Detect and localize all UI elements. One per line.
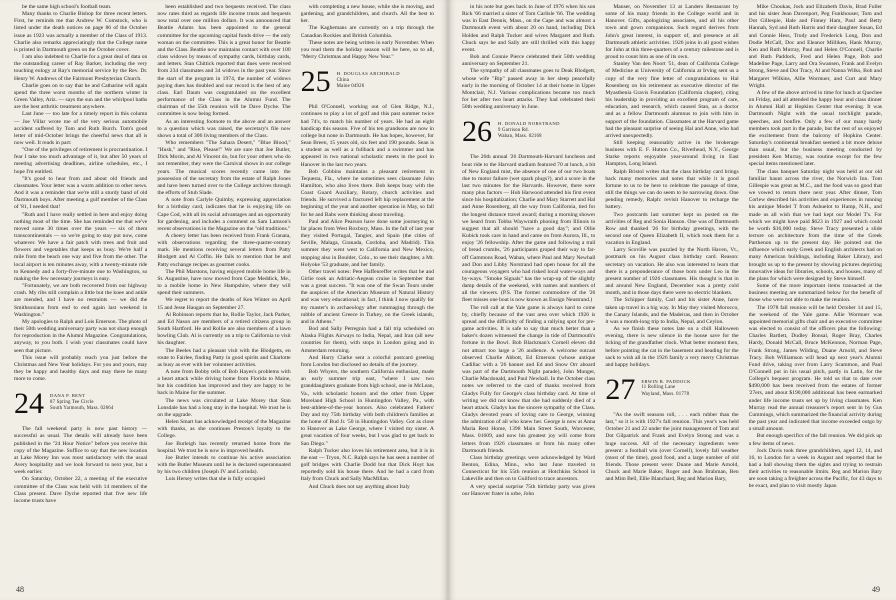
paragraph: Two postcards last summer kept us posted on the activities of Reg and Sonia Hanson. One was of Dartmouth Row and thanked '26 for birthday greetings, with the second one of Queen Elizabeth II, which took them for a vacation in England. (605, 211, 739, 247)
paragraph: Phil O'Connell, working out of Glen Ridge, N.J., continues to play a lot of golf and this past summer twice had 74's, to match his number of years. He had an eight handicap this season. Five of his ten grandsons are now in college but none in Dartmouth. He has hopes, however, for Sean Breen, 15 years old, six feet and 190 pounds. Sean is a student as well as a fullback and a swimmer and has appeared in two national scholastic meets in the pool in Hanover in the last two years. (300, 104, 434, 168)
paragraph: Larry Scoville was puzzled by the North Haven, Vt., postmark on his August class birthday card. Reason: secretary on vacation. He also was interested to learn that there is a preponderance of those born under Leo in the present number of 1926 classmates. His thought is that in and around New England, December was a pretty cold month, and in those days there were no electric blankets. (605, 247, 739, 297)
class-year: 24 (14, 387, 44, 421)
secretary-address2: South Yarmouth, Mass. 02664 (50, 406, 114, 412)
paragraph: Helen Smart has acknowledged receipt of the Magazine with thanks, as she continues Preston's loyalty to the College. (157, 419, 291, 440)
class-heading (300, 65, 434, 99)
paragraph: Last June — too late for a timely report in this column — Joe Villar wrote me of the very serious automobile accident suffered by Tom and Ruth Burch. Tom's good letter of mid-October brings the cheerful news that all is now well. It reads in part: (14, 111, 148, 146)
paragraph: Lois Hersey writes that she is fully occupied (165, 476, 265, 483)
paragraph: This issue will probably reach you just before the Christmas and New Year holidays. For you and yours, may they be happy and healthy days and may there be many more to come. (14, 354, 148, 383)
secretary-address1: 87 Spring Tee Circle (50, 399, 94, 405)
paragraph: Still keeping reasonably active in the brokerage business with E. F. Hutton Co., Riverhead, N.Y., George Starke reports enjoyable year-around living in East Hampton, Long Island. (605, 139, 739, 168)
paragraph: As an interesting footnote to the above and an answer to a question which was raised, the secretary's file now shows a total of 306 living members of the Class. (157, 118, 291, 139)
left-column-2 (157, 4, 290, 578)
paragraph: Many thanks to Charlie Bishop for three recent letters. First, he reminds me that Andrew W. Comstock, who is listed under the death notices on page 86 of the October issue as 1923 was actually a member of the Class of 1913. Charlie also remarks appreciatingly that the College name is printed in Dartmouth green on the October cover. (14, 11, 148, 53)
paragraph: "Fortunately, we are both recovered from our highway crash. My ribs still complain a little but the knee and ankle are mended, and I have no restraints — we did the Smithsonians from end to end again last weekend in Washington." (14, 283, 148, 318)
paragraph: Who remembers "The Sahara Desert," "Blue Blood," "Hush," and "Rise, Please!" We are sure that Joe Butler, Dick Morin, and Al Vincent do, but for your others who do not remember, they were the Carnival shows in our college years. The musical scores recently came into the possession of the secretary from the estate of Ralph Jones and have been turned over to the College archives through the efforts of Stub Slade. (157, 139, 291, 197)
paragraph: The Phil Marstons, having enjoyed mobile home life in St. Augustine, have now moved from Cape Meddick, Me., to a mobile home in New Hampshire, where they will spend their summers. (157, 268, 291, 297)
paragraph: I am also indebted to Charlie for a great deal of data on the outstanding career of Ray Barker, including the very touching eulogy at Ray's memorial service by the Rev. Dr. Henry W. Andrews of the Fairmont Presbyterian Church. (14, 54, 148, 82)
paragraph: "Ruth and I have really settled in here and enjoy doing nothing most of the time. She has reminded me that we've moved some 30 times over the years — six of them transcontinentals — so we're going to stay put now, come whatever. We have a fair patch with trees and fruit and flowers and vegetables that keeps us busy. We're half a mile from the beach one way and five from the other. The local airport is ten minutes away, with a twenty-minute ride to Kennedy and a forty-five-minute one to Washington, so making the few necessary journeys is easy. (14, 211, 148, 282)
left-column-1 (14, 4, 147, 578)
paragraph: Mike Choukas, Jock and Elizabeth Davis, Brad Fuller and his sister Jean Davenport, Peg Funkhouser, Tom and Dot Gillespie, Hale and Finney Ham, Paul and Betty Hannah, Syd and Ruth Harris and their daughter Susan, Ed and Connie Hess, Trudy and Frederick Long, Don and Dodie McCall, Doc and Eleanor Milliken, Hank Murray, Ken and Ruth Murray, Paul and Helen O'Connell, Charlie and Ruth Paddock, Fred and Helen Page, Bob and Madeline Page, Larry and Ora Swansen, Frank and Evelyn Strong, Steve and Dot Tracy, Al and Nanna Wilks, Bob and Margaret Wilkins, Allie Wormuer, and Curt and Mary Wright. (748, 4, 882, 89)
class-secretary-address (498, 118, 560, 140)
class-year: 26 (462, 115, 492, 149)
paragraph: A cheery letter has been received from Frank Granata, with observations regarding the three-quarter-century mark. He mentions receiving several letters from Patty Blodgett and Al Coffin. He fails to mention that he and Patty exchange recipes as gourmet cooks. (157, 233, 291, 268)
paragraph: "One of the privileges of retirement is procrastination. I fear I take too much advantage of it, but after 50 years of meeting advertising deadlines, airline schedules, etc., I hope I'm entitled. (14, 147, 148, 175)
paragraph: We regret to report the deaths of Ken Winter on April 15 and Jesse Haugan on September 27. (157, 297, 291, 311)
class-year: 27 (605, 372, 636, 406)
paragraph: Paul and Alice Pearson have done some journeying to far places from West Roxbury, Mass. In the fall of last year they visited Portugal, Tangier, and Spain (the cities of Seville, Malaga, Granada, Cordoba, and Madrid). This summer they went west to California and New Mexico, stopping also in Boulder, Colo., to see their daughter, a Mt. Holyoke '53 graduate, and her family. (300, 218, 434, 268)
paragraph: The news was circulated at Lake Morey that Stan Lonsdale has had a long stay in the hospital. We trust he is on the upgrade. (157, 397, 291, 418)
class-year: 25 (300, 65, 331, 99)
paragraph: with completing a new house, while she is moving, and gardening, and grandchildren, and church. All the best to her. (300, 4, 434, 25)
right-page (448, 0, 896, 600)
class-heading (14, 387, 147, 421)
secretary-address1: 11 Rolling Lane (641, 385, 676, 391)
secretary-address2: Maine 04926 (336, 84, 365, 90)
paragraph: The Kaghemans are currently on a trip through the Canadian Rockies and British Columbia. (300, 25, 434, 39)
paragraph: Manser, on November 13 at Landers Restaurant by some of his many friends in the College world and in Hanover. Gifts, apologizing associates, and all his other town and gown companions. Such regard derives from John's great interest, in support of, and presence at all Dartmouth athletic activities. 1926 joins in all good wishes for John at this three-quarters of a century milestone and is proud to count him as one of its own. (605, 4, 739, 61)
paragraph: A very special surprise 75th birthday party was given our Hanover frater in urbe, John (462, 483, 596, 497)
paragraph: in his note but goes back to June of 1976 when his son Rick '66 married a sister of Tom Carlisle '66. The wedding was in East Dennis, Mass., on the Cape and was almost a Dartmouth event with about 20 on hand, including Dick Holden and Ralph Tucker and wives Margaret and Ruth. Chuck says he and Sally are still thrilled with this happy event. (462, 4, 596, 53)
paragraph: These notes are being written in early November. When you read them the holiday season will be here, so to all, "Merry Christmas and Happy New Year." (300, 39, 434, 61)
secretary-address2: Wayland, Mass. 01778 (641, 391, 690, 397)
paragraph: On Saturday, October 22, a meeting of the executive committee of the Class was held with 14 members of the Class present. Dave Dyche reported that five new life income trusts have (14, 476, 148, 504)
paragraph: been established and two bequests received. The class now rates third as regards life income trusts and bequests now total over one million dollars. It was announced that Beattie Adams has been appointed to the general committee for the upcoming capital funds drive — the only woman on the committee. This is a great honor for Beattie and the Class. Beattie now maintains contact with over 100 class widows by means of sympathy cards, birthday cards, and letters. Stan Chittick reported that dues were received from 234 classmates and 34 widows in the past year. Since the start of the program in 1974, the number of widows paying dues has doubled and our record is the best of any class. Earl Daum was congratulated on the excellent performance of the Class in the Alumni Fund. The chairman of the 55th reunion will be Dave Dyche. The committee is now being formed. (157, 4, 291, 118)
paragraph: Charlie goes on to say that he and Catharine will again spend the three worst months of the northern winter in Green Valley, Ariz. — says the sun and the whirlpool baths are the best arthritic treatment anywhere. (14, 82, 148, 111)
secretary-secretary-name: DANA P. BENT (50, 393, 86, 399)
paragraph: A note from Bobby tells of Bob Hayes's problems with a heart attack while driving home from Florida to Maine, but his condition has improved and they are happy to be back in Maine for the summer. (157, 368, 291, 397)
right-column-2 (605, 4, 738, 578)
paragraph: My apologies to Ralph and Lois Emerson. The photo of their 50th wedding anniversary party was not sharp enough for reproduction in the Alumni Magazine. Congratulations, anyway, to you both. I wish your classmates could have seen that picture. (14, 318, 148, 354)
paragraph: Ralph Tucker also loves his retirement area, but it is in the east — Tryon, N.C. Ralph says he has seen a number of golf bridges with Charlie Dodd but that Dick Hoyt has reportedly sold his house there. And he had a card from Italy from Chuck and Sally MacMillan. (300, 447, 434, 483)
class-heading (462, 115, 595, 149)
paragraph: Some of the more important items transacted at the business meeting are summarized below for the benefit of those who were not able to make the reunion. (748, 283, 882, 304)
paragraph: The sympathy of all classmates goes to Deak Blodgett, whose wife "Bip" passed away in her sleep peacefully early in the morning of October 14 at their home in Upper Montclair, N.J. Various complications became too much for her after two heart attacks. They had celebrated their 50th wedding anniversary in June. (462, 68, 596, 111)
left-column-3 (301, 4, 434, 578)
paragraph: Al Robinson reports that he, Rollie Taylor, Jack Parker, and Ed Nason are members of a retired citizens group in South Hartford. He and Rollie are also members of a lawn bowling Club. Al is currently on a trip to California to visit his daughter. (157, 311, 291, 347)
class-heading (605, 372, 738, 406)
paragraph: Bob Whyers, the southern California enthusiast, made an early summer trip east, "where I saw two granddaughters graduate from high school, one in McLean, Va., with scholastic honors and the other from Upper Moreland High School in Huntingdon Valley, Pa., with best-athlete-of-the-year honors. Also celebrated Fathers' Day and my 75th birthday with both children's families at the home of Bud Jr. '50 in Huntingdon Valley. Got as close to Hanover as Lake George, where I visited my sister. A great vacation of four weeks, but I was glad to get back to San Diego." (300, 369, 434, 447)
paragraph: Joe Burleigh has recently returned home from the hospital. We trust he is now in improved health. (157, 440, 291, 454)
paragraph: A few of the above arrived in time for lunch at Quechee on Friday, and all attended the happy hour and class dinner in Alumni Hall at Hopkins Center that evening. It was Dartmouth Night with the usual torchlight parade, speeches, and bonfire. Only a few of our many hardy members took part in the parade, but the rest of us enjoyed the excitement from the balcony of Hopkins Center. Saturday's continental breakfast seemed a bit more deluxe than usual, but the business meeting conducted by president Ken Murray, was routine except for the few special items mentioned later. (748, 89, 882, 168)
paragraph: Other travel notes: Pete Haffenreffer writes that he and Girlie took an Adriatic-Aegean cruise in September that was a great success. "It was one of the Swan Tours under the auspices of the American Museum of Natural History and was very educational; in fact, I think I now qualify for my master's in archaeology after rummaging through the rubble of ancient Greece in Turkey, on the Greek islands, and in Athens." (300, 268, 434, 325)
paragraph: Stanley Van den Noort '51, dean of California College of Medicine at University of California at Irving sent us a copy of the very fine letter of congratulations to Hal Rosenberg on his retirement as executive director of the Myasthenia Gravis Foundation (California chapter), citing his leadership in providing an excellent program of care, education, and research, which caused Stan, as a doctor and as a fellow Dartmouth alumnus to join with him in support of the foundation. Classmates at the Harvard game had the pleasant surprise of seeing Hal and Anne, who had arrived unexpectedly. (605, 61, 739, 139)
paragraph: The 1978 fall reunion will be held October 14 and 15, the weekend of the Yale game. Allie Wormuer was appointed memorial gifts chair and an executive committee was elected to consist of the officers plus the following: Charles Bartlett, Dudley Bonsal, Roger Bray, Charles Hardy, Donald McCall, Bruce McKennon, Norman Page, Frank Strong, James Wilding, Duane Arnold, and Steve Tracy. Bob Williamson will head up next year's Alumni Fund drive, taking over from Larry Scammon, and Paul O'Connell put in his usual pitch, partly in Latin, for the College's bequest program. He told us that to date over $490,000 has been received from the estates of former '27ers, and about $190,000 additional has been earmarked under life income trusts set up by living classmates. Ken Murray read the annual treasurer's report sent in by Gus Cummings, which summarized the financial activity during the past year and indicated that income exceeded outgo by a small amount. (748, 304, 882, 433)
secretary-address2: Waban, Mass. 02168 (498, 134, 542, 140)
paragraph: The roll call at the Yale game is always hard to come by, chiefly because of the vast area over which 1926 is spread and the difficulty of finding a rallying spot for pre-game activities. It is safe to say that much better than a baker's dozen witnessed the change in tide of Dartmouth's fortune in the Bowl. Bob Blackman's Cornell eleven did not attract too large a '26 audience. A welcome outcast observed Charlie Abbott, Ed Emerson (whose antique Cadillac with a '26 banner and Ed and Snow Orr aboard was part of the Dartmouth Night parade), John Munger, Charlie Macdonald, and Paul Newhall. In the October class notes we referred to the card of thanks received from Gladys Fully for George's class birthday card. At time of writing we did not know that she had suddenly died of a heart attack. Gladys has the sincere sympathy of the Class. Gladys devoted years of loving care to George, winning the admiration of all who knew her. George is now at Anna Maria Rest Home, 1398 Main Street South, Worcester, Mass. 01609, and now his greatest joy will come from letters from 1926 classmates or from his many other Dartmouth friends. (462, 304, 596, 454)
right-column-3 (749, 4, 882, 578)
secretary-secretary-name: H. DONALD NORSTRAND (498, 121, 560, 127)
paragraph: Jock Davis took three grandchildren, aged 12, 14, and 16, to London for a week in August and reported that he had a ball showing them the sights and trying to restrain their activities to reasonable limits. Reg and Marion Bary are soon taking a freighter across the Pacific, for 43 days to be exact, and plan to visit mostly Japan (748, 447, 882, 490)
secretary-secretary-name: H. DOUGLAS ARCHIBALD (336, 71, 400, 77)
paragraph: The class banquet Saturday night was held at our old familiar haunt across the river, the Norwich Inn. Tom Gillespie was great as M.C., and the food was so good that we vowed to return there next year. After dinner, Tom Corlew described his activities and experiences in running his antique Model T from Ashuelot to Hamp, N.H., and made us all wish that we had kept our Model T's. For which we might have paid $623 in 1927 and which could be worth $16,000 today. Steve Tracy presented a slide lecture on architecture from the time of the Greek Parthenon up to the present day. He pointed out the influence which early Greek and English architects had on many American buildings, including Baker Library, and brought us up to the present by showing pictures depicting innovative ideas for libraries, schools, and houses, many of the plans for which were designed by Steve himself. (748, 168, 882, 282)
page-number-right: 49 (872, 585, 880, 594)
paragraph: But enough specifics of the fall reunion. We did pick up a few items of news. (748, 433, 882, 447)
paragraph: The 26th annual '26 Dartmouth-Harvard luncheon and bout ride to the Harvard stadium featured 70 at lunch, a bit of New England mist, the absence of one of our two boats due to motor failure (wet spark plugs?), and a score in the last two minutes for the Harvards. However, there were many plus factors — Hub Harwood attended his first event since his hospitalization; Charlie and Mary Starrett and Hal and Anne Rosenberg, all the way from California, tied for the longest distance travel award; during a morning shower we heard from Tobba Waywraith phoning from Illinois to suggest that all should "have a good day"; and Ollie Kubick took care in hand and came on from Aurora, Ill., to enjoy '26 fellowship. After the game and following a trail of bread crumbs, '26 participants groped their way to far-off Gammons Road, Waban, where Paul and Mary Newhall and Don and Libby Norstrand had open house for all the courageous voyagers who had risked local water-ways and by-ways. "Smoke Signals" has the wrap-up of the slightly damp details of the weekend, with names and numbers of all the viewers. (P.S. The former commodore of the '26 fleet misses one boat is now known as Ensign Neustrand.) (462, 154, 596, 304)
paragraph: "As the swift seasons roll, . . . each rubber than the last," so it is with 1927's fall reunion. This year's was held October 21 and 22 under the joint management of Tom and Dot Gilpatrick and Frank and Evelyn Strong and was a huge success. All of the necessary ingredients were present: a football win (over Cornell), lovely fall weather (most of the time), good food, and a large number of old friends. Those present were: Duane and Marie Arnold, Chuck and Marie Baker, Roger and Jean Brabman, Ben and Mim Bell, Ellie Blanchard, Reg and Marion Bary, (605, 411, 739, 483)
paragraph: Bod and Sally Petregnin had a fall trip scheduled on Alaska Flights Airways to India, Nepal, and Iran (all new countries for them), with stops in London going and in Amsterdam returning. (300, 326, 434, 354)
paragraph: Joe Butler intends to continue his active association with the Butler Museum until he is declared superannuated by his two children (Joseph IV and Lorinda). (157, 454, 291, 476)
paragraph: Class birthday greetings were acknowledged by Ward Benton, Edina, Minn., who last June traveled to Connecticut for his 55th reunion at Hotchkiss School in Lakeville and then on to Guilford to trace ancestors. (462, 454, 596, 483)
secretary-address1: 9 Garrison Rd. (498, 127, 530, 133)
class-secretary-address (50, 390, 114, 412)
secretary-secretary-name: ERWIN B. PADDOCK (641, 378, 691, 384)
class-secretary-address (641, 376, 691, 398)
paragraph: And Harry Clarke sent a colorful postcard greeting from London but disclosed no details of the journey. (300, 354, 434, 368)
paragraph: Bob Cobbins maintains a pleasant retirement in Tequesta, Fla., where he sometimes sees classmate John Hamilton, who also lives there. Bob keeps busy with the Coast Guard Auxiliary, Rotary, church activities and friends. He survived a fractured left hip replacement at the beginning of the year and another operation in May, so fall for he and Babs were thinking about traveling. (300, 168, 434, 218)
secretary-address1: China (336, 77, 350, 83)
right-column-1 (462, 4, 595, 578)
paragraph: The Beeles had a pleasant visit with the Blodgetts, en route to Fairlee, finding Patty in good spirits and Charlotte as busy as ever with her volunteer activities. (157, 347, 291, 368)
paragraph: As we finish these notes late on a chill Halloween evening, there is new silence in the house save for the ticking of the grandfather clock. What better moment then, before pointing the cat in the basement and heading for the sack to wish all in the 1926 family a very merry Christmas and happy holidays. (605, 326, 739, 368)
paragraph: "It's good to hear from and about old friends and classmates. Your letter was a warm addition to other news. And it was a reminder that we're still a sturdy band of old Dartmouth boys. After meeting a gulf member of the Class of '81, I needed that! (14, 175, 148, 211)
paragraph: And Chuck does not say anything about Italy (308, 483, 410, 490)
page-number-left: 48 (16, 585, 24, 594)
paragraph: Bob and Connie Pierce celebrated their 50th wedding anniversary on September 21. (462, 54, 596, 68)
paragraph: The fall weekend party is now past history — successful as usual. The details will already have been published in the "24 Hour Notice" before you receive this copy of the Magazine. Suffice to say that the new location at Lake Morey Inn was most satisfactory with the usual Avery hospitality and we look forward to next year, but a week earlier. (14, 426, 148, 476)
paragraph: A note from Carlyle Quimby, expressing appreciation for a birthday card, indicates that he is enjoying life on Cape Cod, with all its social advantages and an opportunity for gardening, and includes a comment on Sam Lamson's recent observations in the Magazine on the "old traditions." (157, 197, 291, 232)
paragraph: Ralph Bristol writes that the class birthday card brings back many memories and notes that while it is good fortune to us to be here to celebrate the passage of time, still the things we can do seem to be narrowing down. One pending remedy, Ralph: revisit Hanover to recharge the battery. (605, 168, 739, 211)
paragraph: be the same high school's football team. (22, 4, 112, 10)
paragraph: The Schipper family, Carl and his sister Anne, have taken up travel in a big way. In May they visited Morocco, the Canary Islands, and the Madeiras, and then in October it was a month-long trip to India, Nepal, and Ceylon. (605, 297, 739, 325)
class-secretary-address (337, 68, 400, 90)
